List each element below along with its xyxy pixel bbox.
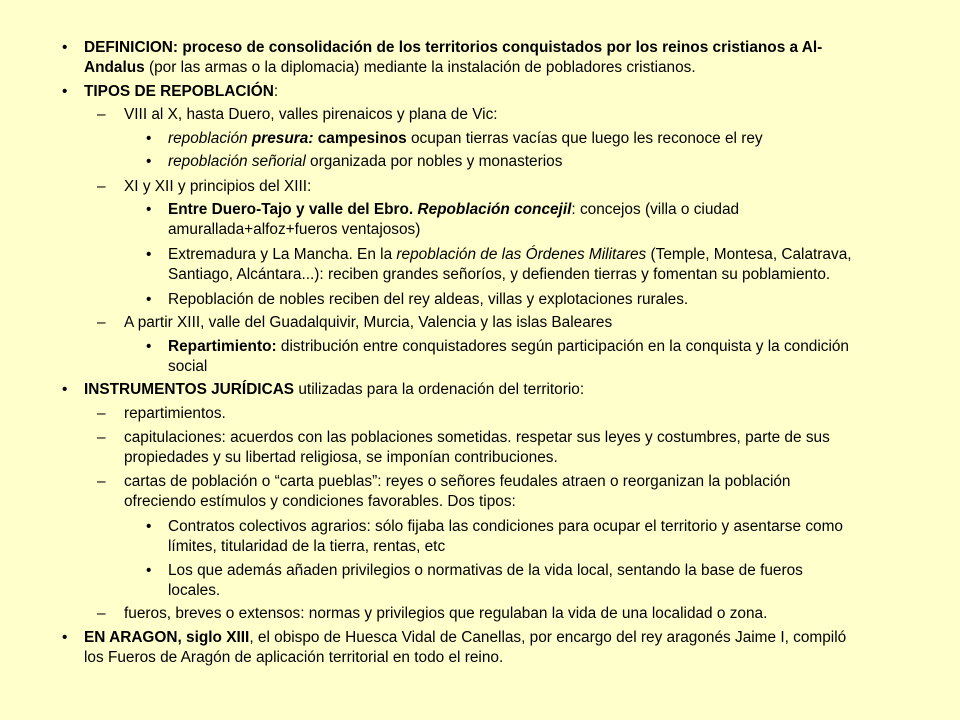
- bullet-marker: •: [62, 381, 68, 398]
- item-16-line-1: [168, 581, 220, 600]
- text-run: social: [168, 358, 208, 375]
- item-0-line-1: [84, 58, 696, 77]
- text-run: los Fueros de Aragón de aplicación territorial en todo el reino.: [84, 649, 504, 666]
- item-10-line-1: [168, 357, 207, 376]
- text-run: Andalus: [84, 59, 145, 76]
- text-run: INSTRUMENTOS JURÍDICAS: [84, 381, 295, 398]
- item-6-line-1: [168, 220, 420, 239]
- bullet-marker: •: [146, 518, 152, 535]
- item-15-line-0: [168, 517, 843, 536]
- text-run: utilizadas para la ordenación del territorio:: [294, 381, 585, 398]
- text-run: organizada por nobles y monasterios: [305, 153, 563, 170]
- item-7-line-1: [168, 265, 830, 284]
- item-11-line-0: [84, 380, 584, 399]
- text-run: Santiago, Alcántara...): reciben grandes señoríos, y defienden tierras y fomentan su poblamiento.: [168, 266, 831, 283]
- text-run: repoblación de las Órdenes Militares: [396, 246, 647, 263]
- text-run: límites, titularidad de la tierra, rentas, etc: [168, 538, 446, 555]
- item-5-line-0: [124, 177, 311, 196]
- item-6-line-0: [168, 200, 739, 219]
- text-run: repartimientos.: [124, 405, 226, 422]
- text-run: fueros, breves o extensos: normas y privilegios que regulaban la vida de una localidad o zona.: [124, 605, 768, 622]
- text-run: Extremadura y La Mancha. En la: [168, 246, 397, 263]
- text-run: Repoblación concejil: [417, 201, 572, 218]
- text-run: amurallada+alfoz+fueros ventajosos): [168, 221, 421, 238]
- item-16-line-0: [168, 561, 803, 580]
- dash-marker: –: [97, 473, 106, 490]
- text-run: Entre Duero-Tajo y valle del Ebro.: [168, 201, 418, 218]
- dash-marker: –: [97, 314, 106, 331]
- text-run: cartas de población o “carta pueblas”: reyes o señores feudales atraen o reorganizan la población: [124, 473, 791, 490]
- text-run: :: [273, 83, 279, 100]
- text-run: campesinos: [313, 130, 407, 147]
- text-run: TIPOS DE REPOBLACIÓN: [84, 83, 274, 100]
- item-1-line-0: [84, 82, 278, 101]
- item-14-line-0: [124, 472, 791, 491]
- item-10-line-0: [168, 337, 849, 356]
- text-run: propiedades y su libertad religiosa, se imponían contribuciones.: [124, 449, 558, 466]
- text-run: locales.: [168, 582, 221, 599]
- text-run: : concejos (villa o ciudad: [571, 201, 740, 218]
- dash-marker: –: [97, 178, 106, 195]
- text-run: capitulaciones: acuerdos con las poblaciones sometidas. respetar sus leyes y costumbres, parte de sus: [124, 429, 830, 446]
- dash-marker: –: [97, 106, 106, 123]
- item-14-line-1: [124, 492, 516, 511]
- item-0-line-0: [84, 38, 822, 57]
- text-run: (Temple, Montesa, Calatrava,: [646, 246, 852, 263]
- text-run: (por las armas o la diplomacia) mediante la instalación de pobladores cristianos.: [144, 59, 696, 76]
- bullet-marker: •: [146, 562, 152, 579]
- text-run: , el obispo de Huesca Vidal de Canellas, por encargo del rey aragonés Jaime I, compiló: [249, 629, 847, 646]
- item-12-line-0: [124, 404, 226, 423]
- item-4-line-0: [168, 152, 562, 171]
- text-run: Repoblación de nobles reciben del rey aldeas, villas y explotaciones rurales.: [168, 291, 689, 308]
- text-run: ocupan tierras vacías que luego les reconoce el rey: [406, 130, 763, 147]
- bullet-marker: •: [62, 629, 68, 646]
- bullet-marker: •: [146, 338, 152, 355]
- item-17-line-0: [124, 604, 767, 623]
- text-run: A partir XIII, valle del Guadalquivir, Murcia, Valencia y las islas Baleares: [124, 314, 613, 331]
- item-9-line-0: [124, 313, 612, 332]
- bullet-marker: •: [62, 39, 68, 56]
- bullet-marker: •: [146, 246, 152, 263]
- bullet-marker: •: [62, 83, 68, 100]
- text-run: ofreciendo estímulos y condiciones favorables. Dos tipos:: [124, 493, 516, 510]
- bullet-marker: •: [146, 201, 152, 218]
- text-run: VIII al X, hasta Duero, valles pirenaicos y plana de Vic:: [124, 106, 498, 123]
- text-run: repoblación: [168, 130, 252, 147]
- item-13-line-0: [124, 428, 830, 447]
- bullet-marker: •: [146, 153, 152, 170]
- item-2-line-0: [124, 105, 498, 124]
- bullet-marker: •: [146, 291, 152, 308]
- item-15-line-1: [168, 537, 445, 556]
- item-18-line-1: [84, 648, 503, 667]
- text-run: presura:: [251, 130, 314, 147]
- dash-marker: –: [97, 605, 106, 622]
- item-18-line-0: [84, 628, 846, 647]
- text-run: repoblación señorial: [168, 153, 306, 170]
- text-run: Contratos colectivos agrarios: sólo fijaba las condiciones para ocupar el territorio y asentarse como: [168, 518, 843, 535]
- item-3-line-0: [168, 129, 763, 148]
- text-run: XI y XII y principios del XIII:: [124, 178, 312, 195]
- text-run: Repartimiento:: [168, 338, 277, 355]
- item-8-line-0: [168, 290, 688, 309]
- text-run: EN ARAGON, siglo XIII: [84, 629, 250, 646]
- item-7-line-0: [168, 245, 852, 264]
- item-13-line-1: [124, 448, 558, 467]
- text-run: Los que además añaden privilegios o normativas de la vida local, sentando la base de fueros: [168, 562, 803, 579]
- text-run: DEFINICION: proceso de consolidación de los territorios conquistados por los reinos cristianos a Al-: [84, 39, 823, 56]
- dash-marker: –: [97, 405, 106, 422]
- dash-marker: –: [97, 429, 106, 446]
- bullet-marker: •: [146, 130, 152, 147]
- text-run: distribución entre conquistadores según participación en la conquista y la condición: [276, 338, 849, 355]
